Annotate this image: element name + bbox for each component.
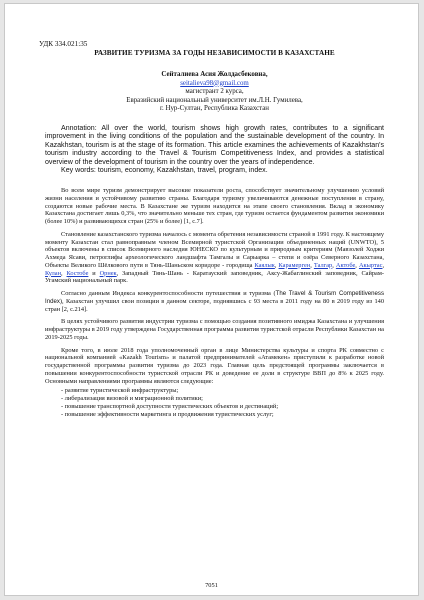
site-link-aktobe[interactable]: Актобе	[335, 261, 356, 269]
paragraph-history-text-a: Становление казахстанского туризма началось с момента обретения независимости страной в 1991 году. К настоящему моменту Казахстан стал равноправным членом Всемирной туристской Организации объединенных наций (UNWTO), 5 объектов включены в список Всемирного наследия ЮНЕСКО по культурным и природным критериям (Мавзолей Ходжи Ахмеда Ясави, петроглифы археологического ландшафта Тамгалы и Сарыарка – степи и озёра Северного Казахстана, Объекты Великого Шёлкового пути в Тянь-Шаньском коридоре - городища	[45, 230, 384, 269]
site-link-kulan[interactable]: Кулан	[45, 269, 62, 277]
author-university: Евразийский национальный университет им.Л.Н. Гумилева,	[126, 96, 303, 104]
site-link-ornek[interactable]: Орнек	[99, 269, 117, 277]
site-link-akyrtas[interactable]: Акыртас	[358, 261, 383, 269]
paragraph-history: Становление казахстанского туризма началось с момента обретения независимости страной в 1991 году. К настоящему моменту Казахстан стал равноправным членом Всемирной туристской Организации объединенных наций (UNWTO), 5 объектов включены в список Всемирного наследия ЮНЕСКО по культурным и природным критериям (Мавзолей Ходжи Ахмеда Ясави, петроглифы археологического ландшафта Тамгалы и Сарыарка – степи и озёра Северного Казахстана, Объекты Великого Шёлкового пути в Тянь-Шаньском коридоре - городища Каялык, Карамерген, Талгар, Актобе, Акыртас, Кулан, Костобе и Орнек, Западный Тянь-Шань - Каратауский заповедник, Аксу-Жабаглинский заповедник, Сайрам-Угамский национальный парк.	[45, 230, 385, 285]
paragraph-intro: Во всем мире туризм демонстрирует высокие показатели роста, способствует значительному улучшению условий жизни населения и устойчивому развитию страны. Благодаря туризму увеличиваются денежные поступления в страну, создаются новые рабочие места. В Казахстане же туризм находится на этапе своего становления. Вклад в экономику Казахстана достигает лишь 0,3%, что значительно меньше тех стран, где туризм остается фундаментом развития экономики (более 10%) и развивающихся стран (25% и более) [1, с.7].	[45, 187, 384, 226]
site-link-kostobe[interactable]: Костобе	[66, 269, 89, 277]
site-link-kayalyk[interactable]: Каялык	[254, 261, 275, 269]
list-item: - повышение эффективности маркетинга и продвижения туристических услуг;	[61, 410, 274, 418]
site-link-talgar[interactable]: Талгар	[313, 261, 333, 269]
document-page	[4, 3, 419, 596]
author-email-link[interactable]: seitalieva98@gmail.com	[180, 79, 249, 87]
ttci-name: The Travel & Tourism Competitiveness Index	[45, 290, 384, 305]
udk-code: УДК 334.021:35	[39, 40, 88, 48]
abstract: Annotation: All over the world, tourism shows high growth rates, contributes to a significant improvement in the living conditions of the population and the sustainable development of the country. In Kazakhstan, tourism is at the stage of its formation. This article examines the achievements of Kazakhstan's tourism industry according to the Travel & Tourism Competitiveness Index, and provides a statistical overview of the development of tourism in the country over the years of independence.	[45, 124, 384, 166]
keywords: Key words: tourism, economy, Kazakhstan, travel, program, index.	[61, 167, 268, 175]
article-title: РАЗВИТИЕ ТУРИЗМА ЗА ГОДЫ НЕЗАВИСИМОСТИ В КАЗАХСТАНЕ	[94, 49, 335, 57]
author-city: г. Нур-Султан, Республика Казахстан	[160, 105, 269, 112]
paragraph-index-text-a: Согласно данным Индекса конкурентоспособности путешествия и туризма (	[61, 290, 276, 298]
author-block	[45, 71, 384, 114]
list-item: - либерализация визовой и миграционной политики;	[61, 395, 203, 403]
paragraph-index	[45, 290, 384, 313]
list-item: - развитие туристической инфраструктуры;	[61, 387, 179, 395]
author-name: Сейталиева Асия Жолдасбековна,	[161, 71, 268, 78]
paragraph-history-text-b: , Западный Тянь-Шань - Каратауский заповедник, Аксу-Жабаглинский заповедник, Сайрам-Угамский национальный парк.	[45, 269, 384, 285]
author-degree: магистрант 2 курса,	[185, 88, 244, 95]
paragraph-program-2023: Кроме того, в июле 2018 года уполномоченный орган в лице Министерства культуры и спорта РК совместно с национальной компанией «Kazakh Tourism» и палатой предпринимателей «Атамекен» приступили к разработке новой государственной программы развития туризма до 2023 года. Главная цель предстоящей программы заключается в повышении конкурентоспособности туристской отрасли РК и доведение ее доли в структуре ВВП до 8% к 2025 году. Основными направлениями программы являются следующие:	[45, 346, 384, 385]
list-item: - повышение транспортной доступности туристических объектов и дестинаций;	[61, 402, 279, 410]
paragraph-index-text-b: ), Казахстан улучшил свои позиции в данном секторе, поднявшись с 93 места в 2011 году на 80 в 2019 году из 140 стран [2, с.214].	[45, 297, 384, 313]
site-link-karamergen[interactable]: Карамерген	[278, 261, 311, 269]
program-directions-list	[45, 387, 384, 418]
paragraph-program-2019: В целях устойчивого развития индустрии туризма с помощью создания позитивного имиджа Казахстана и улучшения инфраструктуры в 2019 году утверждена Государственная программа развития туристской отрасли Республики Казахстан на 2019-2025 годы.	[45, 318, 384, 341]
page-number: 7051	[205, 582, 218, 589]
